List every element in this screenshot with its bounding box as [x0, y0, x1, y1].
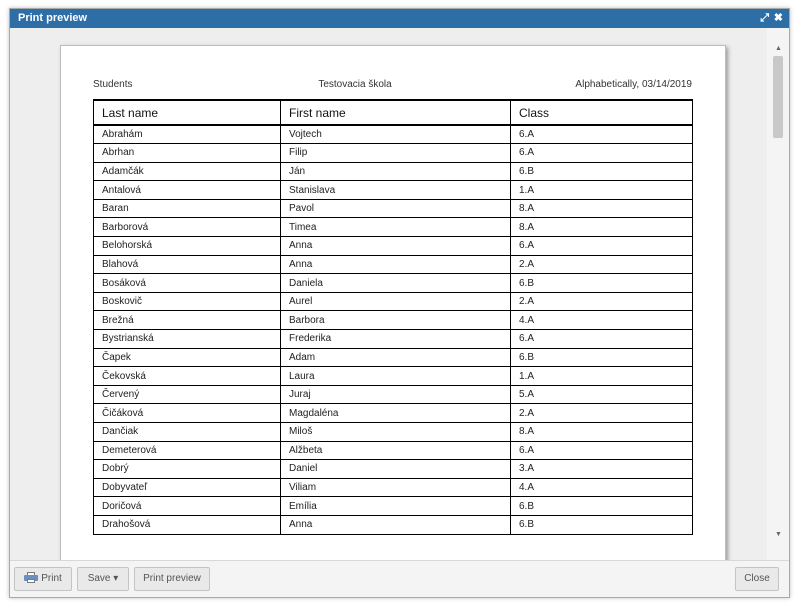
cell-last-name: Čekovská: [94, 367, 281, 386]
table-row: [94, 162, 693, 181]
cell-first-name: Adam: [281, 348, 511, 367]
table-row: [94, 218, 693, 237]
cell-last-name: Belohorská: [94, 237, 281, 256]
cell-first-name: Laura: [281, 367, 511, 386]
cell-last-name: Demeterová: [94, 441, 281, 460]
cell-first-name: Miloš: [281, 423, 511, 442]
cell-last-name: Blahová: [94, 255, 281, 274]
cell-class: 6.A: [511, 144, 693, 163]
cell-first-name: Daniel: [281, 460, 511, 479]
print-preview-button[interactable]: Print preview: [134, 567, 210, 591]
save-button[interactable]: Save ▾: [77, 567, 129, 591]
maximize-icon[interactable]: ⤢: [760, 12, 769, 24]
cell-class: 2.A: [511, 404, 693, 423]
table-row: [94, 441, 693, 460]
cell-last-name: Červený: [94, 385, 281, 404]
dialog-titlebar[interactable]: [10, 9, 789, 28]
table-row: [94, 330, 693, 349]
cell-class: 6.B: [511, 274, 693, 293]
cell-class: 1.A: [511, 181, 693, 200]
cell-first-name: Barbora: [281, 311, 511, 330]
cell-class: 6.B: [511, 162, 693, 181]
cell-last-name: Adamčák: [94, 162, 281, 181]
cell-first-name: Viliam: [281, 478, 511, 497]
cell-last-name: Baran: [94, 199, 281, 218]
table-row: [94, 348, 693, 367]
cell-last-name: Abrahám: [94, 125, 281, 144]
cell-first-name: Anna: [281, 237, 511, 256]
column-header-last-name: Last name: [94, 100, 281, 125]
table-row: [94, 274, 693, 293]
table-row: [94, 404, 693, 423]
cell-class: 6.B: [511, 497, 693, 516]
cell-class: 6.A: [511, 237, 693, 256]
cell-first-name: Timea: [281, 218, 511, 237]
cell-last-name: Doričová: [94, 497, 281, 516]
dialog-footer: [10, 560, 789, 597]
cell-last-name: Čapek: [94, 348, 281, 367]
print-preview-dialog: [9, 8, 790, 598]
report-header-right: Alphabetically, 03/14/2019: [575, 79, 692, 90]
table-row: [94, 460, 693, 479]
table-row: [94, 478, 693, 497]
printer-icon: [24, 572, 38, 583]
table-row: [94, 237, 693, 256]
cell-class: 6.A: [511, 441, 693, 460]
cell-class: 1.A: [511, 367, 693, 386]
cell-last-name: Dančiak: [94, 423, 281, 442]
table-row: [94, 144, 693, 163]
cell-class: 6.B: [511, 348, 693, 367]
scroll-down-icon[interactable]: ▼: [775, 531, 782, 538]
cell-class: 6.A: [511, 125, 693, 144]
cell-class: 8.A: [511, 218, 693, 237]
preview-viewport[interactable]: [10, 28, 789, 560]
cell-class: 8.A: [511, 199, 693, 218]
cell-last-name: Drahošová: [94, 515, 281, 534]
table-row: [94, 385, 693, 404]
students-table: [93, 99, 693, 535]
scroll-up-icon[interactable]: ▲: [775, 45, 782, 52]
cell-first-name: Pavol: [281, 199, 511, 218]
print-button[interactable]: [14, 567, 72, 591]
cell-first-name: Magdaléna: [281, 404, 511, 423]
cell-class: 2.A: [511, 255, 693, 274]
table-row: [94, 367, 693, 386]
cell-last-name: Abrhan: [94, 144, 281, 163]
table-row: [94, 423, 693, 442]
cell-last-name: Bystrianská: [94, 330, 281, 349]
cell-first-name: Daniela: [281, 274, 511, 293]
table-row: [94, 199, 693, 218]
cell-last-name: Antalová: [94, 181, 281, 200]
report-header-center: Testovacia škola: [318, 79, 392, 90]
table-row: [94, 515, 693, 534]
close-icon[interactable]: ✖: [773, 12, 783, 24]
table-row: [94, 181, 693, 200]
dialog-title: Print preview: [18, 12, 88, 24]
cell-last-name: Čičáková: [94, 404, 281, 423]
column-header-class: Class: [511, 100, 693, 125]
table-header-row: [94, 100, 693, 125]
table-row: [94, 311, 693, 330]
cell-last-name: Dobrý: [94, 460, 281, 479]
report-header-left: Students: [93, 79, 133, 90]
cell-first-name: Stanislava: [281, 181, 511, 200]
vertical-scrollbar[interactable]: [767, 28, 789, 560]
cell-class: 2.A: [511, 292, 693, 311]
cell-class: 5.A: [511, 385, 693, 404]
cell-first-name: Anna: [281, 255, 511, 274]
cell-first-name: Juraj: [281, 385, 511, 404]
cell-first-name: Frederika: [281, 330, 511, 349]
cell-class: 4.A: [511, 478, 693, 497]
cell-first-name: Emília: [281, 497, 511, 516]
close-button[interactable]: Close: [735, 567, 779, 591]
cell-class: 4.A: [511, 311, 693, 330]
print-button-label: Print: [41, 573, 62, 584]
table-row: [94, 255, 693, 274]
cell-class: 6.A: [511, 330, 693, 349]
cell-first-name: Ján: [281, 162, 511, 181]
cell-class: 3.A: [511, 460, 693, 479]
table-row: [94, 292, 693, 311]
cell-last-name: Barborová: [94, 218, 281, 237]
cell-last-name: Brežná: [94, 311, 281, 330]
cell-first-name: Vojtech: [281, 125, 511, 144]
table-row: [94, 125, 693, 144]
cell-first-name: Alžbeta: [281, 441, 511, 460]
cell-class: 8.A: [511, 423, 693, 442]
column-header-first-name: First name: [281, 100, 511, 125]
table-row: [94, 497, 693, 516]
cell-last-name: Dobyvateľ: [94, 478, 281, 497]
preview-page: [60, 45, 726, 560]
cell-first-name: Aurel: [281, 292, 511, 311]
cell-first-name: Filip: [281, 144, 511, 163]
cell-last-name: Boskovič: [94, 292, 281, 311]
cell-class: 6.B: [511, 515, 693, 534]
cell-last-name: Bosáková: [94, 274, 281, 293]
cell-first-name: Anna: [281, 515, 511, 534]
scrollbar-thumb[interactable]: [773, 56, 783, 138]
